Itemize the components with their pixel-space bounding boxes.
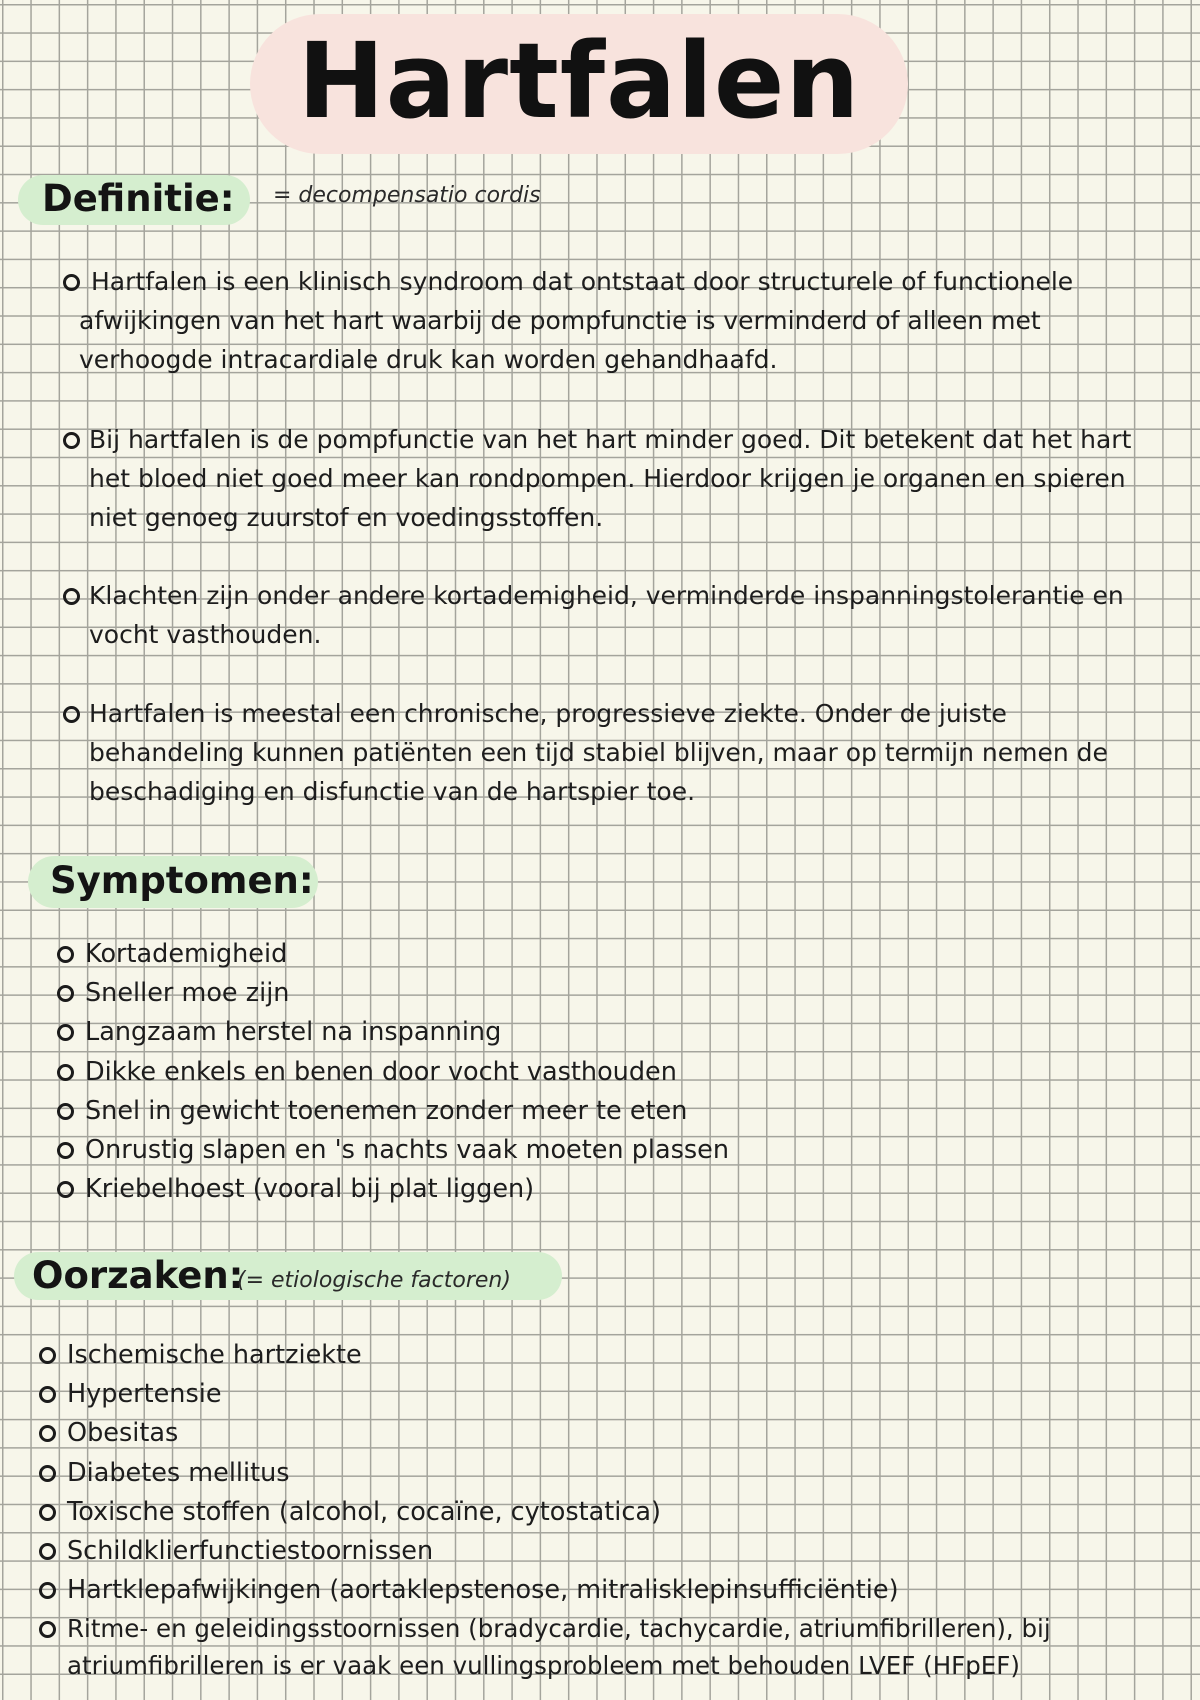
bullet-icon (39, 1621, 56, 1638)
list-item: Obesitas (39, 1414, 1159, 1453)
bullet-icon (63, 432, 80, 449)
list-item: Dikke enkels en benen door vocht vasthouden (57, 1053, 729, 1092)
causes-list (39, 1336, 1159, 1684)
bullet-icon (57, 985, 74, 1002)
page-title: Hartfalen (297, 20, 861, 142)
definition-heading: Definitie: (42, 177, 235, 220)
title-highlight (250, 14, 908, 154)
list-item: Sneller moe zijn (57, 974, 729, 1013)
bullet-icon (57, 1064, 74, 1081)
definition-paragraph: Hartfalen is een klinisch syndroom dat ontstaat door structurele of functionele afwijkingen van het hart waarbij de pompfunctie is verminderd of alleen met verhoogde intracardiale druk kan worden gehandhaafd. (79, 267, 1074, 374)
bullet-icon (39, 1582, 56, 1599)
bullet-icon (57, 1024, 74, 1041)
bullet-icon (57, 1142, 74, 1159)
list-item: Schildklierfunctiestoornissen (39, 1532, 1159, 1571)
list-item: Kriebelhoest (vooral bij plat liggen) (57, 1170, 729, 1209)
bullet-icon (39, 1425, 56, 1442)
list-item: Diabetes mellitus (39, 1454, 1159, 1493)
bullet-icon (39, 1543, 56, 1560)
bullet-icon (63, 706, 80, 723)
definition-paragraph: Bij hartfalen is de pompfunctie van het hart minder goed. Dit betekent dat het hart het bloed niet goed meer kan rondpompen. Hierdoor krijgen je organen en spieren niet genoeg zuurstof en voedingsstoffen. (89, 425, 1132, 532)
definition-paragraph: Hartfalen is meestal een chronische, progressieve ziekte. Onder de juiste behandeling kunnen patiënten een tijd stabiel blijven, maar op termijn nemen de beschadiging en disfunctie van de hartspier toe. (89, 699, 1108, 806)
symptoms-list (57, 935, 729, 1209)
bullet-icon (39, 1386, 56, 1403)
bullet-icon (39, 1465, 56, 1482)
list-item: Snel in gewicht toenemen zonder meer te eten (57, 1092, 729, 1131)
list-item: Kortademigheid (57, 935, 729, 974)
list-item: Onrustig slapen en 's nachts vaak moeten plassen (57, 1131, 729, 1170)
definition-subtitle: = decompensatio cordis (273, 183, 541, 208)
bullet-icon (57, 1103, 74, 1120)
bullet-icon (57, 946, 74, 963)
bullet-icon (39, 1504, 56, 1521)
list-item: Ischemische hartziekte (39, 1336, 1159, 1375)
causes-subtitle: (= etiologische factoren) (237, 1268, 511, 1293)
list-item: Hartklepafwijkingen (aortaklepstenose, mitralisklepinsufficiëntie) (39, 1571, 1159, 1610)
list-item: Ritme- en geleidingsstoornissen (bradycardie, tachycardie, atriumfibrilleren), bij atriumfibrilleren is er vaak een vullingsprobleem met behouden LVEF (HFpEF) (39, 1610, 1159, 1684)
causes-heading: Oorzaken: (32, 1254, 244, 1297)
list-item: Hypertensie (39, 1375, 1159, 1414)
definition-paragraph: Klachten zijn onder andere kortademigheid, verminderde inspanningstolerantie en vocht vasthouden. (89, 581, 1124, 649)
list-item: Toxische stoffen (alcohol, cocaïne, cytostatica) (39, 1493, 1159, 1532)
bullet-icon (39, 1347, 56, 1364)
bullet-icon (63, 588, 80, 605)
list-item: Langzaam herstel na inspanning (57, 1013, 729, 1052)
symptoms-heading: Symptomen: (50, 859, 314, 902)
bullet-icon (57, 1181, 74, 1198)
